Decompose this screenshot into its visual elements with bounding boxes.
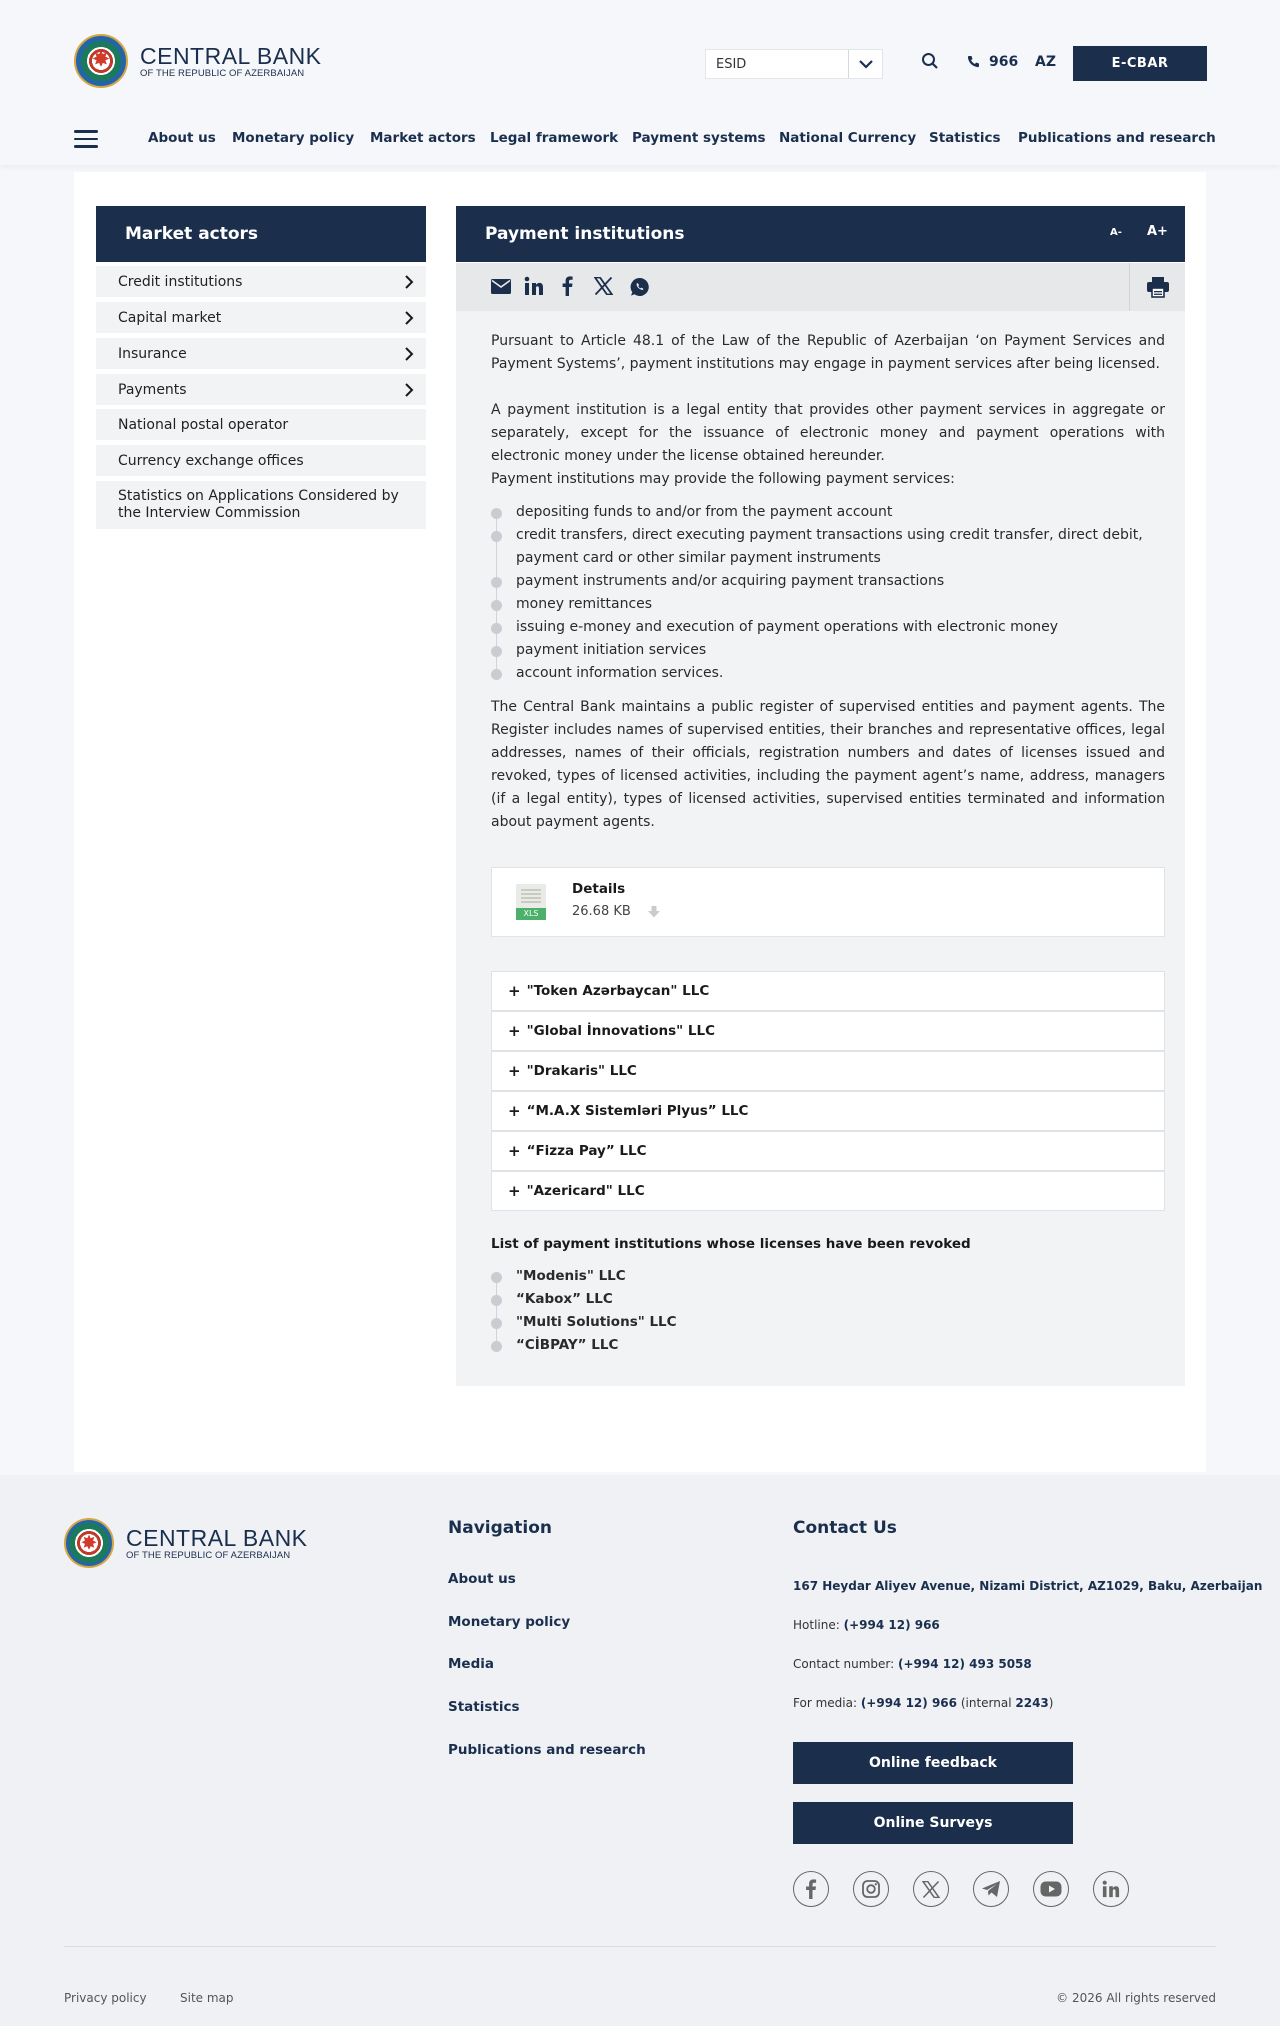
file-name: Details	[572, 881, 626, 897]
footer-address: 167 Heydar Aliyev Avenue, Nizami District, AZ1029, Baku, Azerbaijan	[793, 1579, 1263, 1593]
footer-media-phone: For media: (+994 12) 966 (internal 2243)	[793, 1696, 1054, 1710]
logo-title: CENTRAL BANK	[140, 42, 322, 69]
nav-publications[interactable]: Publications and research	[1018, 130, 1216, 146]
emblem-icon: ✸	[74, 34, 128, 88]
footer-contact-title: Contact Us	[793, 1518, 897, 1538]
nav-market-actors[interactable]: Market actors	[370, 130, 476, 146]
footer-link-about[interactable]: About us	[448, 1571, 516, 1587]
sidebar-item-credit-institutions[interactable]	[96, 266, 426, 297]
bank-logo[interactable]	[74, 34, 322, 88]
ecbar-button[interactable]: E-CBAR	[1073, 46, 1207, 81]
file-download[interactable]	[491, 867, 1165, 937]
footer-logo[interactable]	[64, 1518, 308, 1568]
menu-icon[interactable]	[74, 130, 98, 148]
nav-statistics[interactable]: Statistics	[929, 130, 1001, 146]
site-header	[0, 0, 1280, 165]
sidebar-item-label: National postal operator	[118, 416, 289, 433]
list-item: “CİBPAY” LLC	[491, 1334, 1171, 1357]
file-size: 26.68 KB	[572, 904, 631, 919]
online-surveys-button[interactable]: Online Surveys	[793, 1802, 1073, 1844]
download-icon[interactable]	[647, 904, 661, 923]
online-feedback-button[interactable]: Online feedback	[793, 1742, 1073, 1784]
facebook-icon[interactable]	[562, 276, 573, 300]
esid-select-value: ESID	[716, 56, 747, 72]
footer-contact-number: Contact number: (+994 12) 493 5058	[793, 1657, 1032, 1671]
list-item: "Multi Solutions" LLC	[491, 1311, 1171, 1334]
footer-link-media[interactable]: Media	[448, 1656, 494, 1672]
paragraph-4: The Central Bank maintains a public register of supervised entities and payment agents. The Register includes names of supervised entities, their branches and representative offices, legal addresses, names of their officials, registration numbers and dates of licenses issued and revoked, types of licensed activities, including the payment agent’s name, address, managers (if a legal entity), types of licensed activities, supervised entities terminated and information about payment agents.	[491, 699, 1165, 830]
list-item: money remittances	[491, 593, 1171, 616]
footer-divider	[64, 1946, 1216, 1947]
paragraph-2: A payment institution is a legal entity that provides other payment services in aggregate or separately, except for the issuance of electronic money and payment operations with electronic money under the license obtained hereunder.	[491, 402, 1165, 464]
plus-icon: +	[508, 1182, 521, 1200]
footer-link-monetary-policy[interactable]: Monetary policy	[448, 1614, 571, 1630]
sidebar-title: Market actors	[96, 206, 426, 262]
phone-number[interactable]: 966	[989, 54, 1019, 70]
chevron-right-icon	[405, 275, 414, 289]
footer-link-publications[interactable]: Publications and research	[448, 1742, 646, 1758]
linkedin-icon[interactable]	[524, 276, 544, 300]
plus-icon: +	[508, 982, 521, 1000]
accordion-item[interactable]: + "Drakaris" LLC	[491, 1051, 1165, 1091]
font-decrease-button[interactable]: A-	[1110, 227, 1122, 238]
sidebar-item-label: Insurance	[118, 345, 187, 362]
sidebar-item-label: Credit institutions	[118, 273, 243, 290]
logo-title: CENTRAL BANK	[126, 1524, 308, 1551]
print-icon[interactable]	[1129, 263, 1185, 311]
sidebar-item-interview-statistics[interactable]	[96, 481, 426, 529]
revoked-list	[491, 1265, 1171, 1357]
chevron-right-icon	[405, 311, 414, 325]
copyright: © 2026 All rights reserved	[1056, 1991, 1216, 2005]
font-increase-button[interactable]: A+	[1147, 224, 1168, 239]
plus-icon: +	[508, 1142, 521, 1160]
nav-payment-systems[interactable]: Payment systems	[632, 130, 766, 146]
list-item: payment instruments and/or acquiring payment transactions	[491, 570, 1171, 593]
sidebar-item-capital-market[interactable]	[96, 302, 426, 333]
list-item: account information services.	[491, 662, 1171, 685]
plus-icon: +	[508, 1062, 521, 1080]
esid-select[interactable]	[705, 49, 883, 79]
accordion-item[interactable]: + “M.A.X Sistemləri Plyus” LLC	[491, 1091, 1165, 1131]
youtube-icon[interactable]	[1033, 1871, 1069, 1907]
nav-monetary-policy[interactable]: Monetary policy	[232, 130, 355, 146]
revoked-title: List of payment institutions whose licenses have been revoked	[491, 1236, 971, 1252]
phone-icon	[967, 55, 980, 72]
language-switch[interactable]: AZ	[1035, 54, 1056, 70]
nav-about-us[interactable]: About us	[148, 130, 216, 146]
accordion-item[interactable]: + "Token Azərbaycan" LLC	[491, 971, 1165, 1011]
accordion-item[interactable]: + "Azericard" LLC	[491, 1171, 1165, 1211]
chevron-down-icon	[848, 50, 882, 78]
sidebar-item-label: Payments	[118, 381, 187, 398]
x-icon[interactable]	[913, 1871, 949, 1907]
services-list	[491, 501, 1171, 685]
sidebar-item-label: Capital market	[118, 309, 222, 326]
privacy-policy-link[interactable]: Privacy policy	[64, 1991, 147, 2005]
xls-file-icon: XLS	[516, 884, 546, 920]
paragraph-3: Payment institutions may provide the following payment services:	[491, 471, 955, 487]
footer-link-statistics[interactable]: Statistics	[448, 1699, 520, 1715]
logo-subtitle: OF THE REPUBLIC OF AZERBAIJAN	[126, 1549, 291, 1561]
footer-nav-title: Navigation	[448, 1518, 552, 1538]
plus-icon: +	[508, 1022, 521, 1040]
emblem-icon: ✸	[64, 1518, 114, 1568]
list-item: credit transfers, direct executing payment transactions using credit transfer, direct debit, payment card or other similar payment instruments	[491, 524, 1171, 570]
logo-subtitle: OF THE REPUBLIC OF AZERBAIJAN	[140, 67, 305, 79]
whatsapp-icon[interactable]	[630, 277, 650, 301]
list-item: "Modenis" LLC	[491, 1265, 1171, 1288]
facebook-icon[interactable]	[793, 1871, 829, 1907]
share-bar	[456, 263, 1185, 311]
list-item: payment initiation services	[491, 639, 1171, 662]
instagram-icon[interactable]	[853, 1871, 889, 1907]
sidebar-item-insurance[interactable]	[96, 338, 426, 369]
paragraph-1: Pursuant to Article 48.1 of the Law of the Republic of Azerbaijan ‘on Payment Services and Payment Systems’, payment institutions may engage in payment services after being licensed.	[491, 333, 1165, 372]
chevron-right-icon	[405, 347, 414, 361]
mail-icon[interactable]	[491, 279, 511, 298]
sidebar-item-payments[interactable]	[96, 374, 426, 405]
sidebar-item-label: Statistics on Applications Considered by the Interview Commission	[118, 488, 399, 521]
nav-national-currency[interactable]: National Currency	[779, 130, 917, 146]
site-map-link[interactable]: Site map	[180, 1991, 234, 2005]
sidebar-item-postal-operator[interactable]	[96, 409, 426, 440]
plus-icon: +	[508, 1102, 521, 1120]
list-item: “Kabox” LLC	[491, 1288, 1171, 1311]
linkedin-icon[interactable]	[1093, 1871, 1129, 1907]
page-title: Payment institutions	[456, 206, 1185, 262]
sidebar-item-currency-exchange[interactable]	[96, 445, 426, 476]
list-item: issuing e-money and execution of payment operations with electronic money	[491, 616, 1171, 639]
telegram-icon[interactable]	[973, 1871, 1009, 1907]
sidebar-item-label: Currency exchange offices	[118, 452, 304, 469]
chevron-right-icon	[405, 383, 414, 397]
search-icon[interactable]	[921, 52, 939, 74]
accordion-item[interactable]: + “Fizza Pay” LLC	[491, 1131, 1165, 1171]
accordion-item[interactable]: + "Global İnnovations" LLC	[491, 1011, 1165, 1051]
x-twitter-icon[interactable]	[594, 277, 613, 299]
nav-legal-framework[interactable]: Legal framework	[490, 130, 619, 146]
list-item: depositing funds to and/or from the payment account	[491, 501, 1171, 524]
footer-hotline: Hotline: (+994 12) 966	[793, 1618, 940, 1632]
